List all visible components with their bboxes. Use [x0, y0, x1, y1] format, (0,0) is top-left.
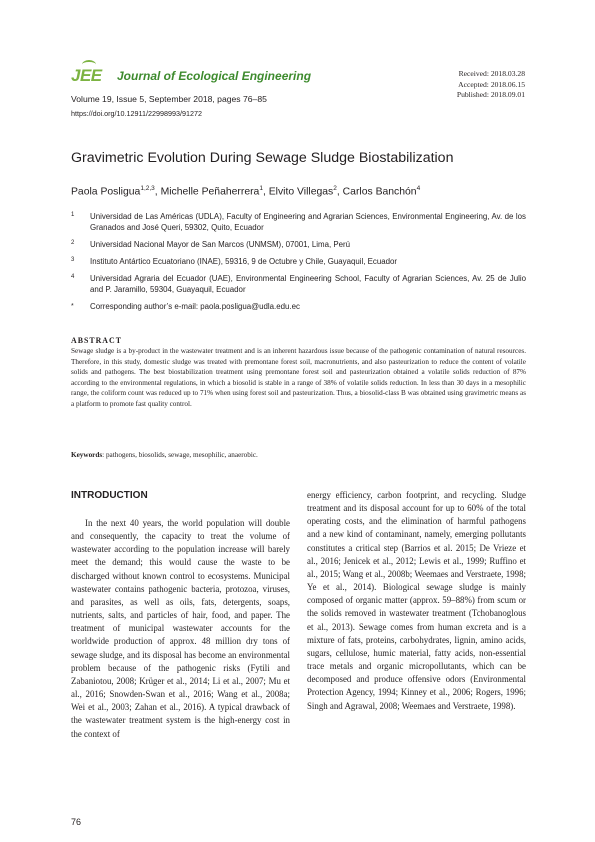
affiliation-item: [71, 273, 526, 295]
author-affiliation-mark: 1: [259, 185, 263, 192]
affiliation-number: 3: [71, 256, 75, 263]
body-paragraph: In the next 40 years, the world population will double and consequently, the capacity to treat the volume of wastewater according to the population increase will barely meet the demand; this would cause the waste to be discharged without known control to ecosystems. Municipal wastewater contains pathogenic bacteria, protozoa, viruses, and parasites, as well as oils, fats, detergents, soaps, nutrients, salts, and particles of hair, food, and paper. The treatment of municipal wastewater accounts for the worldwide production of approx. 48 million dry tons of sewage sludge, and its disposal has become an environmental problem because of the pathogenic risks (Fytili and Zabaniotou, 2008; Krüger et al., 2014; Li et al., 2007; Mu et al., 2016; Snowden-Swan et al., 2016; Wang et al., 2008a; Wei et al., 2003; Zahan et al., 2016). A typical drawback of the wastewater treatment system is the high-energy cost in the context of: [71, 518, 290, 739]
publication-dates: [457, 69, 525, 101]
corresponding-author: [71, 301, 526, 312]
accepted-date: Accepted: 2018.06.15: [458, 79, 525, 89]
affiliation-number: 4: [71, 273, 75, 280]
abstract-heading: ABSTRACT: [71, 336, 122, 345]
author-affiliation-mark: 1,2,3: [140, 185, 155, 192]
author-name: Carlos Banchón: [342, 186, 417, 198]
affiliation-list: [71, 211, 526, 317]
affiliation-number: 1: [71, 212, 75, 218]
affiliation-item: [71, 256, 526, 267]
author-name: Elvito Villegas: [268, 186, 334, 198]
author-name: Paola Posligua: [71, 186, 141, 198]
keywords-label: Keywords: [71, 451, 103, 459]
keywords: [71, 451, 526, 459]
page-number: 76: [71, 817, 82, 827]
right-column: [307, 489, 526, 713]
abstract-text: Sewage sludge is a by-product in the wastewater treatment and is an inherent hazardous issue because of the pathogenic contamination of natural resources. Therefore, in this study, domestic sludge was treated with premontane forest soil, macronutrients, and also pasteurization to reduce the content of volatile solids and pathogens. The best biostabilization treatment using premontane forest soil and pasteurization obtained a volatile solids reduction of 87% according to the environmental regulations, in which a biosolid is stable in a range of 38% of volatile solids reduction. In less than 30 days in a mesophilic range, the coliform count was reduced up to 71% when using forest soil and pasteurization. Thus, a biosolid-class B was obtained using gravimetric means as a platform to promote fast quality control.: [71, 347, 526, 408]
affiliation-number: 2: [71, 240, 75, 246]
published-date: Published: 2018.09.01: [456, 90, 525, 99]
journal-logo: JEE: [71, 66, 102, 85]
keywords-text: : pathogens, biosolids, sewage, mesophilic, anaerobic.: [102, 451, 258, 459]
author-name: Michelle Peñaherrera: [160, 186, 260, 198]
volume-line: Volume 19, Issue 5, September 2018, pages 76–85: [71, 94, 267, 104]
left-column: [71, 489, 290, 741]
author-affiliation-mark: 4: [416, 185, 421, 192]
affiliation-item: [71, 211, 526, 233]
corresponding-email[interactable]: Corresponding author’s e-mail: paola.posligua@udla.edu.ec: [90, 301, 300, 311]
abstract-section: [71, 335, 526, 410]
affiliation-text: Universidad de Las Américas (UDLA), Faculty of Engineering and Agrarian Sciences, Environmental Engineering, Av. de los Granados and José Queri, 59302, Quito, Ecuador: [90, 212, 526, 233]
author-affiliation-mark: 2: [333, 185, 337, 192]
body-paragraph: energy efficiency, carbon footprint, and recycling. Sludge treatment and its disposal account for up to 60% of the total operating costs, and the elimination of harmful pathogens and a new kind of contaminant, namely, emerging pollutants constitutes a critical step (Barrios et al. 2015; De Vrieze et al., 2016; Jenicek et al., 2012; Lewis et al., 1999; Ruffino et al., 2015; Wang et al., 2008b; Weemaes and Verstraete, 1998; Ye et al., 2014). Biological sewage sludge is mainly composed of organic matter (approx. 59–88%) from scum or the solids removed in wastewater treatment (Tchobanoglous et al., 2013). Sewage comes from human excreta and is a mixture of fats, proteins, carbohydrates, lignin, amino acids, sugars, cellulose, humic material, fatty acids, non-essential trace metals and organic micropollutants, which can be decomposed and produce offensive odors (Environmental Protection Agency, 1994; Kinney et al., 2006; Rogers, 1996; Singh and Agrawal, 2008; Weemaes and Verstraete, 1998).: [307, 490, 526, 711]
doi-link[interactable]: https://doi.org/10.12911/22998993/91272: [71, 109, 202, 118]
affiliation-item: [71, 239, 526, 250]
received-date: Received: 2018.03.28: [458, 69, 525, 78]
affiliation-text: Instituto Antártico Ecuatoriano (INAE), 59316, 9 de Octubre y Chile, Guayaquil, Ecuador: [90, 256, 398, 266]
affiliation-text: Universidad Nacional Mayor de San Marcos (UNMSM), 07001, Lima, Perú: [90, 240, 351, 249]
corresponding-mark: *: [71, 302, 74, 310]
journal-name: Journal of Ecological Engineering: [117, 69, 312, 83]
article-title: Gravimetric Evolution During Sewage Sludge Biostabilization: [71, 150, 454, 166]
affiliation-text: Universidad Agraria del Ecuador (UAE), Environmental Engineering School, Faculty of Agrarian Sciences, Av. 25 de Julio and P. Jaramillo, 59304, Guayaquil, Ecuador: [90, 273, 526, 294]
author-list: Paola Posligua$^{1,2,3}$, Michelle Peñaherrera$^1$, Elvito Villegas$^2$, Carlos Banchón$^4$: [71, 185, 421, 198]
section-heading-introduction: INTRODUCTION: [71, 490, 148, 501]
